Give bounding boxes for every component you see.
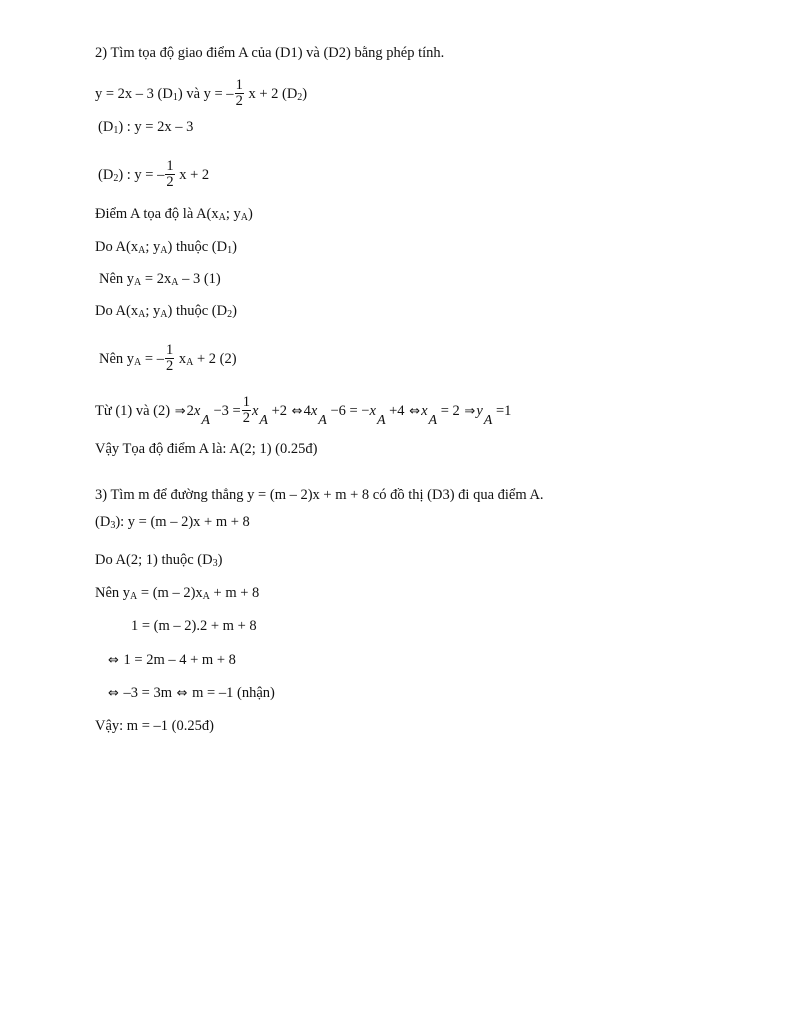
q3-substitution: Nên $y_A = (m - 2)x_A + m + 8$ [95, 585, 260, 602]
d2-equation: $(D_2)$ : y = – $\frac{1}{2}$ x + 2 [98, 158, 210, 190]
q3-step-1: 1 = (m – 2).2 + m + 8 [131, 618, 257, 634]
q2-title: 2) Tìm tọa độ giao điểm A của (D1) và (D2) bằng phép tính. [95, 45, 445, 61]
q3-title: 3) Tìm m để đường thẳng y = (m – 2)x + m + 8 có đồ thị (D3) đi qua điểm A. [95, 487, 544, 503]
equation-2: Nên $y_A$ = – $\frac{1}{2}$ $x_A + 2$ (2) [99, 342, 237, 374]
implies-icon: ⇒ [174, 403, 186, 419]
q2-given-line: y = 2x – 3 $(D_1)$ và y = – $\frac{1}{2}$ x + 2 $(D_2)$ [95, 77, 308, 109]
q3-step-3: ⇔ –3 = 3m ⇔ m = –1 (nhận) [108, 685, 275, 701]
iff-icon: ⇔ [409, 403, 421, 419]
solve-system-line: Từ (1) và (2) ⇒2xA −3 = $\frac{1}{2}$ xA +2 ⇔4xA −6 = −xA +4 ⇔xA = 2 ⇒yA =1 [95, 394, 512, 428]
q3-step-2: ⇔ 1 = 2m – 4 + m + 8 [108, 652, 236, 668]
implies-icon: ⇒ [464, 403, 476, 419]
iff-icon: ⇔ [176, 686, 188, 701]
d1-equation: $(D_1)$ : y = 2x – 3 [98, 119, 194, 136]
iff-icon: ⇔ [291, 403, 303, 419]
iff-icon: ⇔ [108, 653, 119, 668]
a-belongs-d3: Do A(2; 1) thuộc $(D_3)$ [95, 552, 223, 569]
q2-conclusion: Vậy Tọa độ điểm A là: A(2; 1) (0.25đ) [95, 441, 318, 457]
d3-equation: $(D_3)$: y = (m – 2)x + m + 8 [95, 514, 250, 531]
a-belongs-d2: Do $A(x_A$; $y_A$) thuộc $(D_2)$ [95, 303, 237, 320]
fraction-one-half: $\frac{1}{2}$ [165, 342, 174, 374]
fraction-one-half: $\frac{1}{2}$ [235, 77, 243, 109]
q3-answer: Vậy: m = –1 (0.25đ) [95, 718, 214, 734]
iff-icon: ⇔ [108, 686, 119, 701]
fraction-one-half: $\frac{1}{2}$ [242, 394, 250, 426]
a-belongs-d1: Do $A(x_A$; $y_A$) thuộc $(D_1)$ [95, 239, 237, 256]
point-a-coordinates: Điểm A tọa độ là $A(x_A$; $y_A$) [95, 206, 253, 223]
fraction-one-half: $\frac{1}{2}$ [166, 158, 174, 190]
equation-1: Nên $y_A = 2x_A - 3$ (1) [99, 271, 221, 288]
